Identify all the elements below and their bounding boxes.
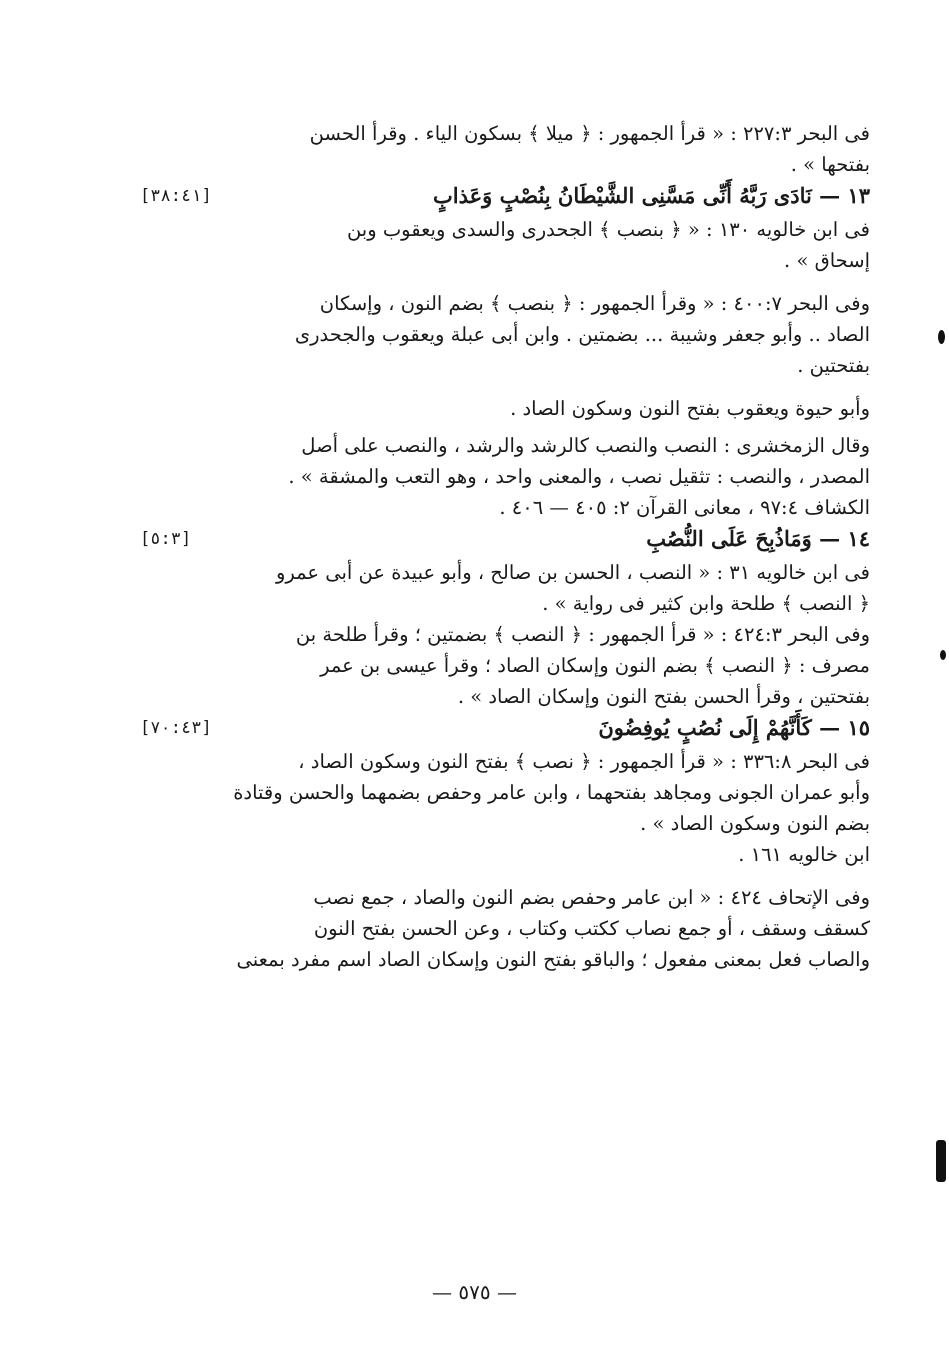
text-line: وقال الزمخشرى : النصب والنصب كالرشد والرشد ، والنصب على أصل bbox=[301, 434, 870, 457]
text-line: بفتحتين ، وقرأ الحسن بفتح النون وإسكان الصاد » . bbox=[457, 685, 870, 708]
margin-mark bbox=[938, 330, 945, 344]
text-line: الكشاف ٩٧:٤ ، معانى القرآن ٢: ٤٠٥ — ٤٠٦ . bbox=[499, 496, 870, 519]
text-line: وفى البحر ٤٠٠:٧ : « وقرأ الجمهور : ﴿ بنصب ﴾ بضم النون ، وإسكان bbox=[319, 292, 870, 315]
paragraph-gap bbox=[140, 870, 870, 882]
text-line: وأبو عمران الجونى ومجاهد بفتحهما ، وابن عامر وحفص بضمهما والحسن وقتادة bbox=[233, 781, 870, 804]
verse-reference: [٣٨:٤١] bbox=[140, 186, 212, 206]
text-line: كسقف وسقف ، أو جمع نصاب ككتب وكتاب ، وعن الحسن بفتح النون bbox=[313, 917, 870, 940]
paragraph-gap bbox=[140, 381, 870, 393]
verse-heading bbox=[140, 712, 870, 746]
margin-mark bbox=[940, 650, 946, 660]
verse-heading bbox=[140, 523, 870, 557]
verse-reference: [٥:٣] bbox=[140, 529, 192, 549]
text-line: وفى البحر ٤٢٤:٣ : « قرأ الجمهور : ﴿ النصب ﴾ بضمتين ؛ وقرأ طلحة بن bbox=[295, 623, 870, 646]
text-line: وفى الإتحاف ٤٢٤ : « ابن عامر وحفص بضم النون والصاد ، جمع نصب bbox=[313, 886, 870, 909]
verse-heading bbox=[140, 180, 870, 214]
text-line: فى البحر ٢٢٧:٣ : « قرأ الجمهور : ﴿ ميلا ﴾ بسكون الياء . وقرأ الحسن bbox=[309, 122, 870, 145]
text-line: بفتحها » . bbox=[790, 153, 870, 176]
text-line: الصاد .. وأبو جعفر وشيبة ... بضمتين . وابن أبى عبلة ويعقوب والجحدرى bbox=[294, 323, 870, 346]
text-line: والصاب فعل بمعنى مفعول ؛ والباقو بفتح النون وإسكان الصاد اسم مفرد بمعنى bbox=[236, 948, 870, 971]
text-line: بضم النون وسكون الصاد » . bbox=[640, 812, 870, 835]
page-body bbox=[140, 118, 870, 975]
verse-text: ١٤ — وَمَاذُبِحَ عَلَى النُّصُبِ bbox=[646, 526, 870, 551]
verse-reference: [٧٠:٤٣] bbox=[140, 718, 212, 738]
page-number: — ٥٧٥ — bbox=[432, 1280, 517, 1304]
text-line: فى ابن خالويه ١٣٠ : « ﴿ بنصب ﴾ الجحدرى والسدى ويعقوب وبن bbox=[346, 218, 870, 241]
paragraph-gap bbox=[140, 276, 870, 288]
text-line: ابن خالويه ١٦١ . bbox=[738, 843, 870, 866]
verse-text: ١٥ — كَأَنَّهُمْ إِلَى نُصُبٍ يُوفِضُونَ bbox=[598, 715, 870, 740]
margin-mark bbox=[936, 1140, 946, 1182]
text-line: وأبو حيوة ويعقوب بفتح النون وسكون الصاد . bbox=[510, 397, 870, 420]
text-line: فى البحر ٣٣٦:٨ : « قرأ الجمهور : ﴿ نصب ﴾ بفتح النون وسكون الصاد ، bbox=[298, 750, 870, 773]
verse-text: ١٣ — نَادَى رَبَّهُ أَنِّى مَسَّنِى الشَّيْطَانُ بِنُصْبٍ وَعَذابٍ bbox=[433, 183, 870, 208]
text-line: إسحاق » . bbox=[784, 249, 870, 272]
text-line: فى ابن خالويه ٣١ : « النصب ، الحسن بن صالح ، وأبو عبيدة عن أبى عمرو bbox=[275, 561, 870, 584]
text-line: بفتحتين . bbox=[797, 354, 870, 377]
text-line: مصرف : ﴿ النصب ﴾ بضم النون وإسكان الصاد ؛ وقرأ عيسى بن عمر bbox=[320, 654, 870, 677]
text-line: ﴿ النصب ﴾ طلحة وابن كثير فى رواية » . bbox=[542, 592, 870, 615]
text-line: المصدر ، والنصب : تثقيل نصب ، والمعنى واحد ، وهو التعب والمشقة » . bbox=[288, 465, 870, 488]
